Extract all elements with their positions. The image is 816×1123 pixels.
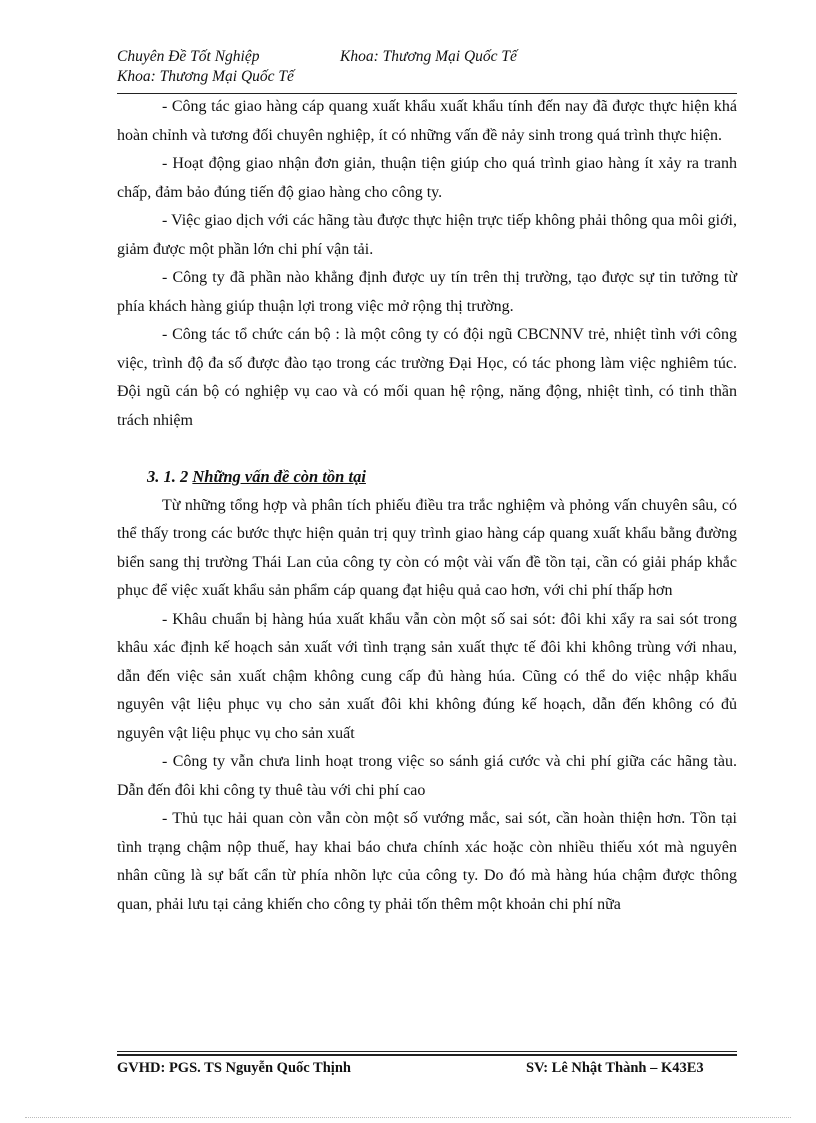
- header-line-1: [117, 47, 737, 67]
- paragraph-forwarding-simple: - Hoạt động giao nhận đơn giản, thuận tiện giúp cho quá trình giao hàng ít xảy ra tranh chấp, đảm bảo đúng tiến độ giao hàng cho công ty.: [117, 155, 737, 201]
- footer-divider-thick: [117, 1054, 737, 1056]
- header-line-2: Khoa: Thương Mại Quốc Tế: [117, 68, 294, 85]
- header-faculty: Khoa: Thương Mại Quốc Tế: [340, 48, 517, 65]
- section-number: 3. 1. 2: [147, 467, 189, 486]
- paragraph-company-reputation: - Công ty đã phần nào khẳng định được uy tín trên thị trường, tạo được sự tin tưởng từ phía khách hàng giúp thuận lợi trong việc mở rộng thị trường.: [117, 269, 737, 315]
- paragraph-staff-organization: - Công tác tổ chức cán bộ : là một công ty có đội ngũ CBCNNV trẻ, nhiệt tình với công việc, trình độ đa số được đào tạo trong các trường Đại Học, có tác phong làm việc nghiêm túc. Đội ngũ cán bộ có nghiệp vụ cao và có mối quan hệ rộng, năng động, nhiệt tình, có tinh thần trách nhiệm: [117, 326, 737, 429]
- paragraph-customs-procedures: - Thủ tục hải quan còn vẫn còn một số vướng mắc, sai sót, cần hoàn thiện hơn. Tồn tại tình trạng chậm nộp thuế, hay khai báo chưa chính xác hoặc còn nhiều thiếu xót mà nguyên nhân cũng là sự bất cẩn từ phía nhõn lực của công ty. Do đó mà hàng húa chậm được thông quan, phải lưu tại cảng khiến cho công ty phải tốn thêm một khoản chi phí nữa: [117, 810, 737, 913]
- paragraph-delivery-completeness: - Công tác giao hàng cáp quang xuất khẩu xuất khẩu tính đến nay đã được thực hiện khá hoàn chỉnh và tương đối chuyên nghiệp, ít có những vấn đề nảy sinh trong quá trình thực hiện.: [117, 98, 737, 144]
- page-bottom-dotted-line: [25, 1117, 791, 1118]
- header-thesis-title: Chuyên Đề Tốt Nghiệp: [117, 48, 260, 65]
- page-footer: [117, 1058, 737, 1078]
- document-body: [117, 93, 737, 919]
- section-title: Những vấn đề còn tồn tại: [192, 467, 366, 486]
- footer-supervisor: GVHD: PGS. TS Nguyễn Quốc Thịnh: [117, 1060, 351, 1076]
- footer-student: SV: Lê Nhật Thành – K43E3: [526, 1060, 704, 1076]
- footer-divider-thin: [117, 1051, 737, 1052]
- section-heading: [117, 463, 737, 492]
- section-spacer: [117, 435, 737, 463]
- paragraph-intro-issues: Từ những tổng hợp và phân tích phiếu điều tra trắc nghiệm và phỏng vấn chuyên sâu, có thể thấy trong các bước thực hiện quản trị quy trình giao hàng cáp quang xuất khẩu bằng đường biển sang thị trường Thái Lan của công ty còn có một vài vấn đề tồn tại, cần có giải pháp khắc phục để việc xuất khẩu sản phẩm cáp quang đạt hiệu quả cao hơn, với chi phí thấp hơn: [117, 496, 737, 599]
- paragraph-goods-preparation: - Khâu chuẩn bị hàng húa xuất khẩu vẫn còn một số sai sót: đôi khi xẩy ra sai sót trong khâu xác định kế hoạch sản xuất với tình trạng sản xuất thực tế đôi khi không trùng với nhau, dẫn đến việc sản xuất chậm không cung cấp đủ hàng húa. Cũng có thể do việc nhập khẩu nguyên vật liệu phục vụ cho sản xuất đôi khi không đúng kế hoạch, dẫn đến không có đủ nguyên vật liệu phục vụ cho sản xuất: [117, 610, 737, 742]
- paragraph-freight-comparison: - Công ty vẫn chưa linh hoạt trong việc so sánh giá cước và chi phí giữa các hãng tàu. Dẫn đến đôi khi công ty thuê tàu với chi phí cao: [117, 753, 737, 799]
- page-header: [117, 47, 737, 87]
- paragraph-direct-shipping-lines: - Việc giao dịch với các hãng tàu được thực hiện trực tiếp không phải thông qua môi giới, giảm được một phần lớn chi phí vận tải.: [117, 212, 737, 258]
